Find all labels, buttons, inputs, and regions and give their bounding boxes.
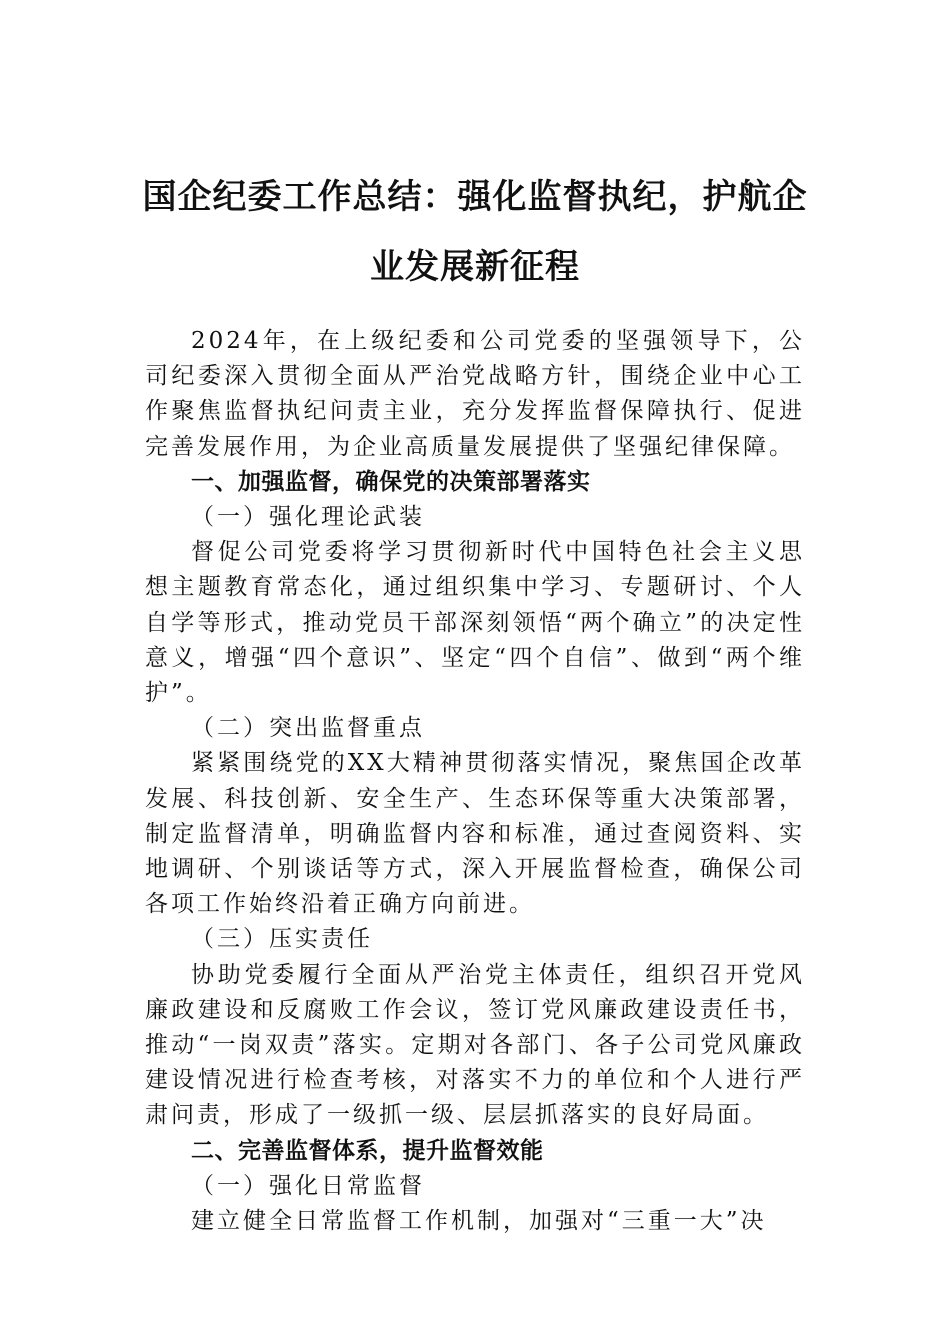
section-1-1-heading: （一）强化理论武装 xyxy=(191,504,425,531)
document-body xyxy=(145,324,805,1239)
section-1-2-heading: （二）突出监督重点 xyxy=(191,715,425,742)
section-2-1-heading: （一）强化日常监督 xyxy=(191,1172,425,1199)
section-1-3-paragraph: 协助党委履行全面从严治党主体责任，组织召开党风廉政建设和反腐败工作会议，签订党风廉政建设责任书，推动“一岗双责”落实。定期对各部门、各子公司党风廉政建设情况进行检查考核，对落实不力的单位和个人进行严肃问责，形成了一级抓一级、层层抓落实的良好局面。 xyxy=(145,961,805,1129)
section-1-3-heading: （三）压实责任 xyxy=(191,926,373,953)
intro-paragraph: 2024年，在上级纪委和公司党委的坚强领导下，公司纪委深入贯彻全面从严治党战略方针，围绕企业中心工作聚焦监督执纪问责主业，充分发挥监督保障执行、促进完善发展作用，为企业高质量发展提供了坚强纪律保障。 xyxy=(145,328,805,460)
section-2-heading: 二、完善监督体系，提升监督效能 xyxy=(191,1137,544,1164)
section-1-heading: 一、加强监督，确保党的决策部署落实 xyxy=(191,468,591,495)
section-2-1-paragraph: 建立健全日常监督工作机制，加强对“三重一大”决 xyxy=(191,1208,767,1235)
section-1-1-paragraph: 督促公司党委将学习贯彻新时代中国特色社会主义思想主题教育常态化，通过组织集中学习、专题研讨、个人自学等形式，推动党员干部深刻领悟“两个确立”的决定性意义，增强“四个意识”、坚定“四个自信”、做到“两个维护”。 xyxy=(145,539,805,707)
section-1-2-paragraph: 紧紧围绕党的XX大精神贯彻落实情况，聚焦国企改革发展、科技创新、安全生产、生态环保等重大决策部署，制定监督清单，明确监督内容和标准，通过查阅资料、实地调研、个别谈话等方式，深入开展监督检查，确保公司各项工作始终沿着正确方向前进。 xyxy=(145,750,805,918)
document-title: 国企纪委工作总结：强化监督执纪，护航企业发展新征程 xyxy=(142,177,808,287)
